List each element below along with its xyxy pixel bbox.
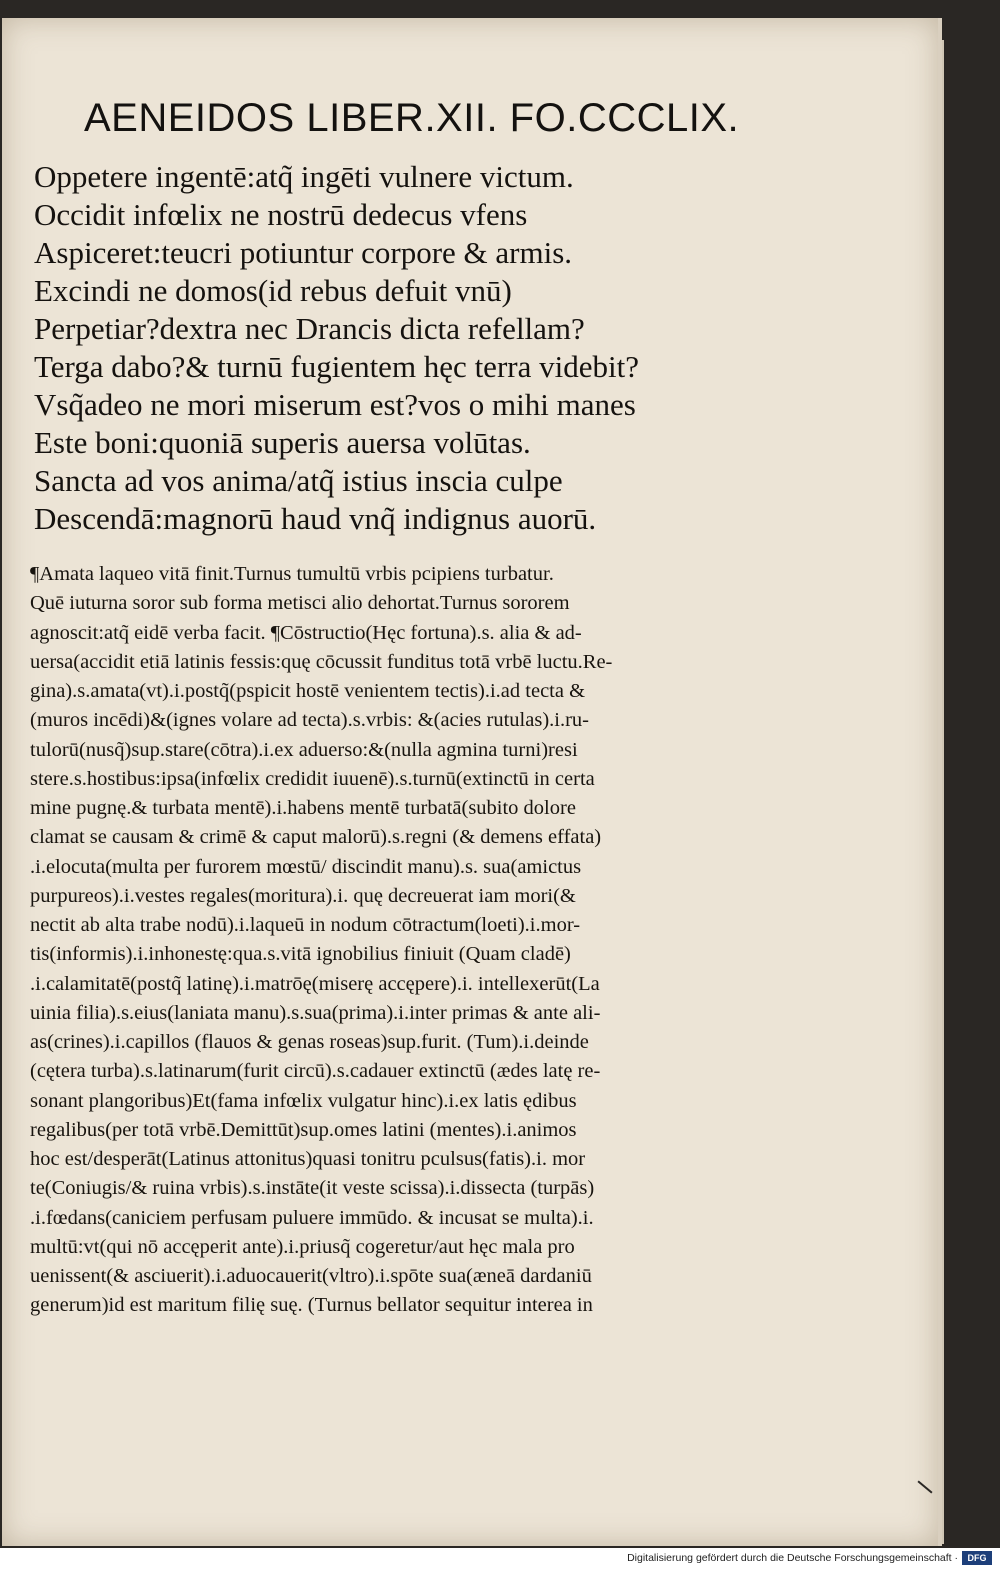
commentary-line: nectit ab alta trabe nodū).i.laqueū in nodum cōtractum(loeti).i.mor- <box>30 914 581 936</box>
dfg-logo: DFG <box>962 1551 992 1565</box>
verse-line: Vsq̃adeo ne mori miserum est?vos o mihi manes <box>34 387 636 422</box>
verse-block <box>34 158 914 538</box>
commentary-line: tis(informis).i.inhonestę:qua.s.vitā ignobilius finiuit (Quam cladē) <box>30 943 571 966</box>
commentary-line: multū:vt(qui nō accęperit ante).i.priusq̃ cogeretur/aut hęc mala pro <box>30 1235 575 1258</box>
commentary-line: stere.s.hostibus:ipsa(infœlix credidit iuuenē).s.turnū(extinctū in certa <box>30 767 595 790</box>
commentary-line: ¶Amata laqueo vitā finit.Turnus tumultū vrbis pcipiens turbatur. <box>30 563 554 585</box>
commentary-line: as(crines).i.capillos (flauos & genas roseas)sup.furit. (Tum).i.deinde <box>30 1031 589 1053</box>
verse-line: Oppetere ingentē:atq̃ ingēti vulnere victum. <box>34 159 574 194</box>
commentary-line: .i.calamitatē(postq̃ latinę).i.matrōę(miserę accępere).i. intellexerūt(La <box>30 972 600 995</box>
commentary-line: generum)id est maritum filię suę. (Turnus bellator sequitur interea in <box>30 1294 593 1317</box>
commentary-line: (muros incēdi)&(ignes volare ad tecta).s.vrbis: &(acies rutulas).i.ru- <box>30 709 590 732</box>
funding-credit: Digitalisierung gefördert durch die Deutsche Forschungsgemeinschaft · <box>627 1552 958 1564</box>
commentary-line: uinia filia).s.eius(laniata manu).s.sua(prima).i.inter primas & ante ali- <box>30 1001 601 1024</box>
verse-line: Perpetiar?dextra nec Drancis dicta refellam? <box>34 311 585 346</box>
verse-line: Excindi ne domos(id rebus defuit vnū) <box>34 273 512 308</box>
commentary-line: uersa(accidit etiā latinis fessis:quę cōcussit funditus totā vrbē luctu.Re- <box>30 650 613 673</box>
verse-line: Aspiceret:teucri potiuntur corpore & armis. <box>34 235 573 270</box>
commentary-line: purpureos).i.vestes regales(moritura).i. quę decreuerat iam mori(& <box>30 884 576 907</box>
commentary-line: clamat se causam & crimē & caput malorū).s.regni (& demens effata) <box>30 826 602 849</box>
commentary-line: .i.fœdans(caniciem perfusam puluere immūdo. & incusat se multa).i. <box>30 1206 594 1229</box>
commentary-line: tulorū(nusq̃)sup.stare(cōtra).i.ex aduerso:&(nulla agmina turni)resi <box>30 738 578 761</box>
commentary-line: te(Coniugis/& ruina vrbis).s.instāte(it veste scissa).i.dissecta (turpās) <box>30 1177 595 1200</box>
commentary-line: sonant plangoribus)Et(fama infœlix vulgatur hinc).i.ex latis ędibus <box>30 1089 577 1112</box>
commentary-line: uenissent(& asciuerit).i.aduocauerit(vltro).i.spōte sua(æneā dardaniū <box>30 1265 592 1287</box>
commentary-line: agnoscit:atq̃ eidē verba facit. ¶Cōstructio(Hęc fortuna).s. alia & ad- <box>30 621 582 644</box>
commentary-line: hoc est/desperāt(Latinus attonitus)quasi tonitru pculsus(fatis).i. mor <box>30 1148 586 1170</box>
verse-line: Occidit infœlix ne nostrū dedecus vfens <box>34 197 528 232</box>
running-head: AENEIDOS LIBER.XII. FO.CCCLIX. <box>84 96 740 140</box>
commentary-line: mine pugnę.& turbata mentē).i.habens mentē turbatā(subito dolore <box>30 797 576 819</box>
commentary-line: (cętera turba).s.latinarum(furit circū).s.cadauer extinctū (ædes latę re- <box>30 1060 601 1083</box>
commentary-line: .i.elocuta(multa per furorem mœstū/ discindit manu).s. sua(amictus <box>30 855 582 878</box>
commentary-line: Quē iuturna soror sub forma metisci alio dehortat.Turnus sororem <box>30 592 570 615</box>
commentary-block <box>30 560 920 1321</box>
verse-line: Descendā:magnorū haud vnq̃ indignus auorū. <box>34 501 597 536</box>
verse-line: Sancta ad vos anima/atq̃ istius inscia culpe <box>34 463 563 498</box>
verse-line: Este boni:quoniā superis auersa volūtas. <box>34 425 531 460</box>
commentary-line: gina).s.amata(vt).i.postq̃(pspicit hostē venientem tectis).i.ad tecta & <box>30 680 586 702</box>
commentary-line: regalibus(per totā vrbē.Demittūt)sup.omes latini (mentes).i.animos <box>30 1118 577 1141</box>
verse-line: Terga dabo?& turnū fugientem hęc terra videbit? <box>34 349 639 384</box>
